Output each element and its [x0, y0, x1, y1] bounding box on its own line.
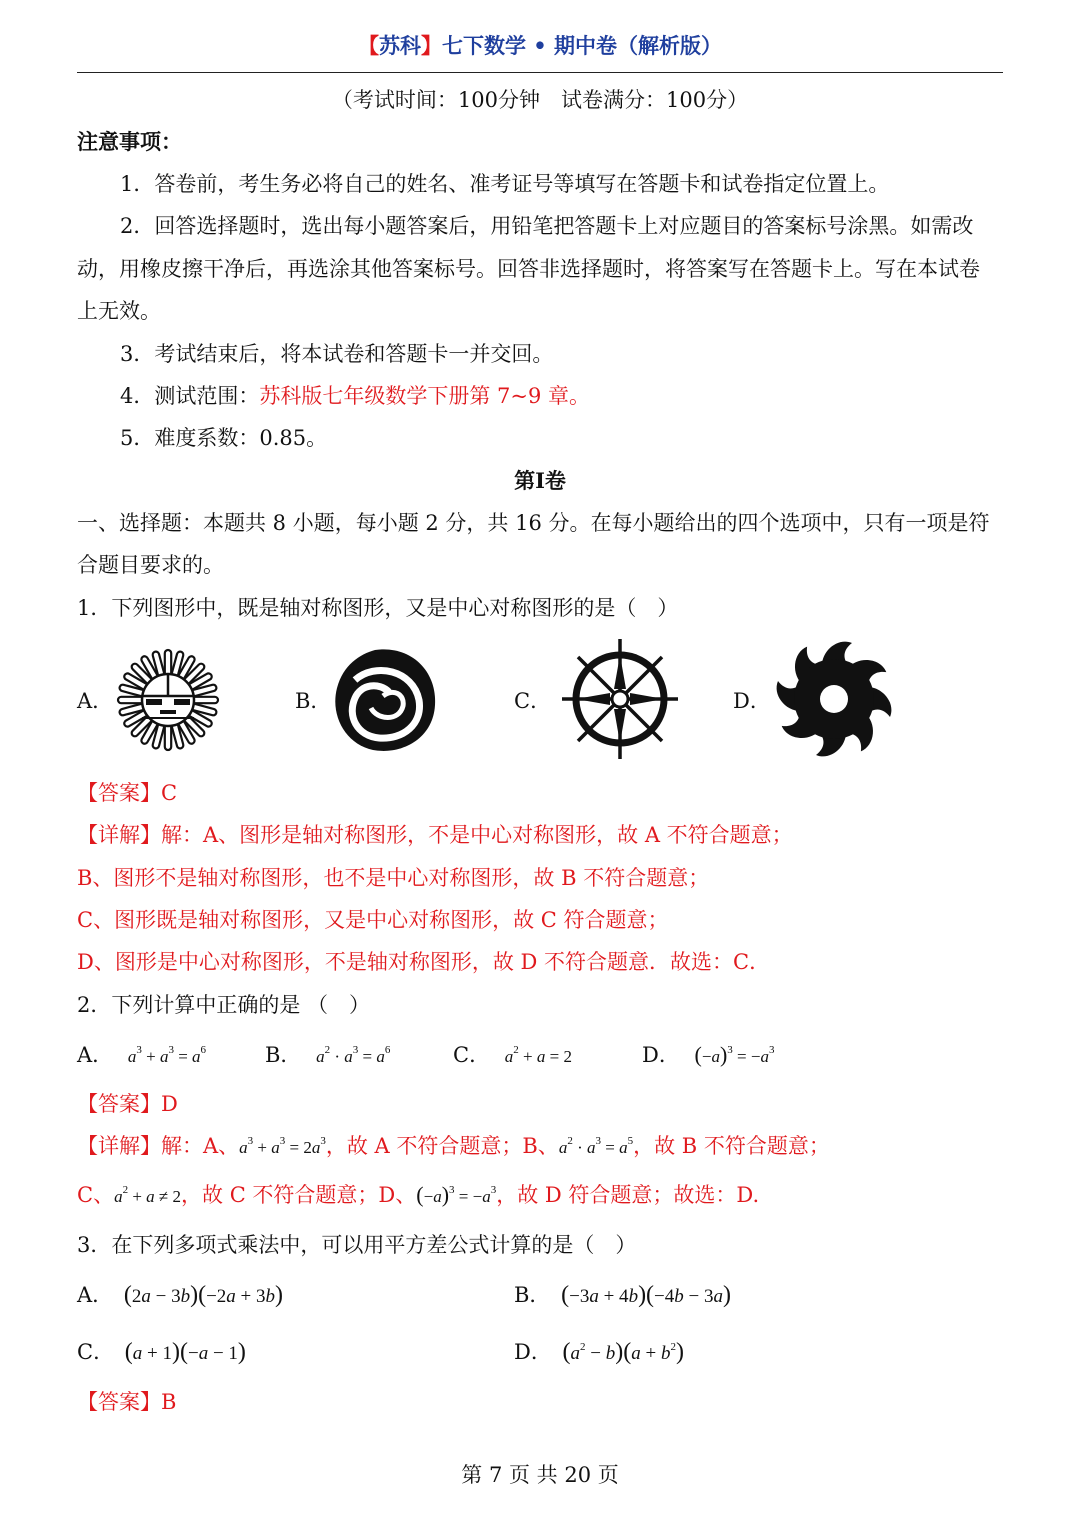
sun-face-icon	[115, 647, 221, 753]
q2-answer: 【答案】D	[77, 1092, 178, 1116]
q3-option-d	[514, 1338, 684, 1368]
page-number: 第 7 页 共 20 页	[461, 1463, 619, 1487]
header-bracket-close: 】	[420, 33, 442, 58]
q3-option-d-label: D．	[514, 1340, 552, 1364]
scope-label: 4．测试范围：	[120, 384, 260, 408]
notice-item-2-cont: 动，用橡皮擦干净后，再选涂其他答案标号。回答非选择题时，将答案写在答题卡上。写在本试卷	[77, 257, 980, 281]
q2-stem: 2．下列计算中正确的是 （ ）	[77, 993, 371, 1017]
q2-option-b-label: B．	[265, 1043, 302, 1067]
q2-analysis-text: ，故 B 不符合题意；	[633, 1134, 830, 1158]
q2-analysis-text: 【详解】解：A、	[77, 1134, 240, 1158]
q1-option-a-label: A．	[77, 689, 114, 713]
q2-analysis-formula-c: $a^2 + a \ne 2$	[114, 1184, 182, 1206]
q2-analysis-line-2	[77, 1181, 759, 1211]
q1-option-d-label: D．	[733, 689, 771, 713]
document-header	[0, 30, 1080, 60]
q1-answer: 【答案】C	[77, 781, 178, 805]
q3-option-b-label: B．	[514, 1283, 551, 1307]
q2-option-a-label: A．	[77, 1043, 114, 1067]
q2-analysis-formula-a: $a^3 + a^3 = 2a^3$	[239, 1135, 326, 1157]
q2-analysis-text: C、	[77, 1183, 115, 1207]
q1-analysis-line-2: B、图形不是轴对称图形，也不是中心对称图形，故 B 不符合题意；	[77, 866, 710, 890]
exam-info: （考试时间：100分钟 试卷满分：100分）	[331, 88, 749, 112]
q2-analysis-formula-b: $a^2 \cdot a^3 = a^5$	[558, 1135, 634, 1157]
q2-analysis-line-1	[77, 1132, 830, 1162]
q2-option-c	[453, 1041, 572, 1071]
volume-title: 第I卷	[514, 468, 566, 493]
q2-option-c-formula: $a^2 + a = 2$	[504, 1044, 572, 1066]
header-brand: 苏科	[378, 33, 421, 58]
header-divider	[77, 72, 1003, 73]
q2-analysis-text: ，故 D 符合题意；故选：D.	[496, 1183, 760, 1207]
q2-option-d-label: D．	[642, 1043, 680, 1067]
q1-option-c-label: C．	[514, 689, 552, 713]
part-one-instructions: 一、选择题：本题共 8 小题，每小题 2 分，共 16 分。在每小题给出的四个选项中，只有一项是符	[77, 511, 990, 535]
header-title: 七下数学 • 期中卷（解析版）	[441, 33, 723, 58]
header-bracket-open: 【	[357, 33, 379, 58]
scope-value: 苏科版七年级数学下册第 7~9 章。	[259, 384, 591, 408]
notice-heading: 注意事项：	[77, 129, 182, 154]
q2-analysis-text: ，故 A 不符合题意；B、	[325, 1134, 559, 1158]
q2-option-d-formula: $(-a)^3 = -a^3$	[694, 1042, 775, 1067]
q1-analysis-line-3: C、图形既是轴对称图形，又是中心对称图形，故 C 符合题意；	[77, 908, 669, 932]
notice-item-2-end: 上无效。	[77, 299, 161, 323]
q1-analysis-line-4: D、图形是中心对称图形，不是轴对称图形，故 D 不符合题意．故选：C．	[77, 950, 771, 974]
q2-option-b	[265, 1041, 390, 1071]
q2-option-a	[77, 1041, 206, 1071]
q2-option-c-label: C．	[453, 1043, 491, 1067]
q2-analysis-formula-d: $(-a)^3 = -a^3$	[416, 1182, 497, 1207]
notice-item-5: 5．难度系数：0.85。	[120, 426, 328, 450]
part-one-instructions-cont: 合题目要求的。	[77, 553, 224, 577]
ship-wheel-icon	[562, 637, 678, 761]
q1-stem: 1．下列图形中，既是轴对称图形，又是中心对称图形的是（ ）	[77, 596, 679, 620]
q3-option-a	[77, 1281, 283, 1311]
q1-analysis-line-1: 【详解】解：A、图形是轴对称图形，不是中心对称图形，故 A 不符合题意；	[77, 823, 793, 847]
q3-option-c	[77, 1338, 246, 1368]
q2-option-b-formula: $a^2 \cdot a^3 = a^6$	[316, 1044, 391, 1066]
q2-option-a-formula: $a^3 + a^3 = a^6$	[127, 1044, 207, 1066]
q3-option-b-formula: (−3a + 4b)(−4b − 3a)	[561, 1282, 731, 1308]
q3-option-c-formula: (a + 1)(−a − 1)	[124, 1339, 246, 1365]
q3-answer: 【答案】B	[77, 1390, 177, 1414]
q3-stem: 3．在下列多项式乘法中，可以用平方差公式计算的是（ ）	[77, 1233, 637, 1257]
notice-item-2: 2．回答选择题时，选出每小题答案后，用铅笔把答题卡上对应题目的答案标号涂黑。如需改	[120, 214, 974, 238]
pinwheel-flower-icon	[772, 637, 896, 761]
q3-option-a-formula: (2a − 3b)(−2a + 3b)	[123, 1282, 283, 1308]
q1-option-b-label: B．	[295, 689, 332, 713]
q2-option-d	[642, 1041, 774, 1071]
q2-analysis-text: ，故 C 不符合题意；D、	[181, 1183, 417, 1207]
notice-item-4	[120, 382, 590, 410]
q3-option-c-label: C．	[77, 1340, 115, 1364]
q3-option-d-formula: $(a^2 - b)(a + b^2)$	[562, 1339, 684, 1365]
q3-option-b	[514, 1281, 731, 1311]
notice-item-3: 3．考试结束后，将本试卷和答题卡一并交回。	[120, 342, 554, 366]
notice-item-1: 1．答卷前，考生务必将自己的姓名、准考证号等填写在答题卡和试卷指定位置上。	[120, 172, 890, 196]
swirl-icon	[330, 645, 440, 755]
q3-option-a-label: A．	[77, 1283, 114, 1307]
